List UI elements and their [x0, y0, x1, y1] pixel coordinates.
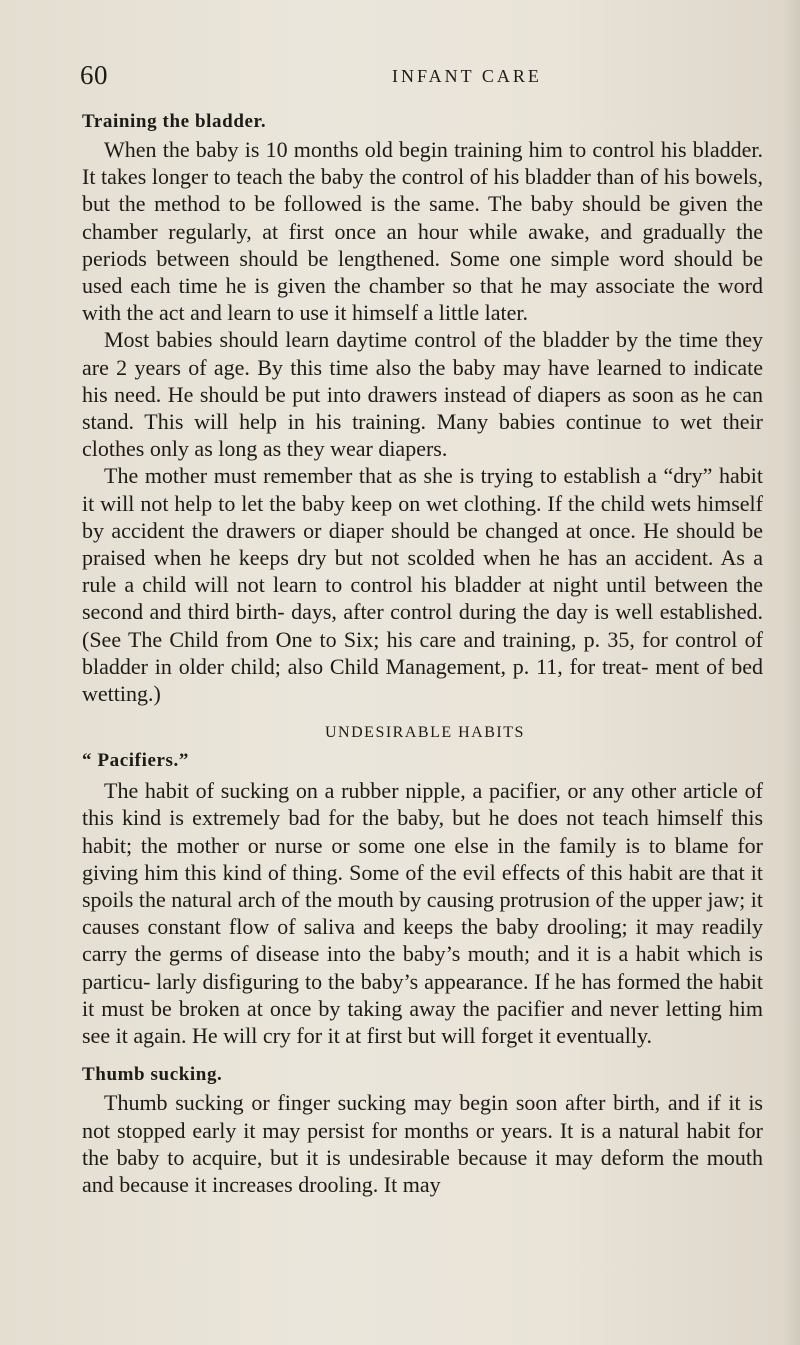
subhead-training-bladder: Training the bladder.: [82, 111, 267, 132]
page-edge-shadow: [782, 0, 800, 1345]
subhead-thumb-sucking: Thumb sucking.: [82, 1064, 223, 1086]
paragraph-pacifiers: The habit of sucking on a rubber nipple, a pacifier, or any other article of this kind is extremely bad for the baby, but he does not teach himself this habit; the mother or nurse or some one else in the family is to blame for giving him this kind of thing. Some of the evil effects of this habit are that it spoils the natural arch of the mouth by causing protrusion of the upper jaw; it causes constant flow of saliva and keeps the baby drooling; it may readily carry the germs of disease into the baby’s mouth; and it is a habit which is particu- larly disfiguring to the baby’s appearance. If he has formed the habit it must be broken at once by taking away the pacifier and never letting him see it again. He will cry for it at first but will forget it eventually.: [82, 778, 763, 1049]
running-title: INFANT CARE: [392, 66, 542, 86]
paragraph-bladder-2: Most babies should learn daytime control of the bladder by the time they are 2 years of age. By this time also the baby may have learned to indicate his need. He should be put into drawers instead of diapers as soon as he can stand. This will help in his training. Many babies continue to wet their clothes only as long as they wear diapers.: [82, 327, 763, 462]
subhead-pacifiers: “ Pacifiers.”: [82, 750, 189, 772]
page-content: [82, 108, 763, 1198]
paragraph-bladder-3: The mother must remember that as she is trying to establish a “dry” habit it will not help to let the baby keep on wet clothing. If the child wets himself by accident the drawers or diaper should be changed at once. He should be praised when he keeps dry but not scolded when he has an accident. As a rule a child will not learn to control his bladder at night until between the second and third birth- days, after control during the day is well established. (See The Child from One to Six; his care and training, p. 35, for control of bladder in older child; also Child Management, p. 11, for treat- ment of bed wetting.): [82, 463, 763, 707]
paragraph-bladder-1: When the baby is 10 months old begin training him to control his bladder. It takes longer to teach the baby the control of his bladder than of his bowels, but the method to be followed is the same. The baby should be given the chamber regularly, at first once an hour while awake, and gradually the periods between should be lengthened. Some one simple word should be used each time he is given the chamber so that he may associate the word with the act and learn to use it himself a little later.: [82, 137, 763, 326]
undesirable-habits-block: [82, 724, 763, 777]
paragraph-thumb-sucking: Thumb sucking or finger sucking may begin soon after birth, and if it is not stopped early it may persist for months or years. It is a natural habit for the baby to acquire, but it is undesirable because it may deform the mouth and because it increases drooling. It may: [82, 1090, 763, 1197]
section-heading-undesirable-habits: UNDESIRABLE HABITS: [325, 724, 525, 742]
section-gap: [82, 1049, 763, 1061]
running-head: [80, 60, 760, 94]
page-number: 60: [80, 60, 108, 90]
